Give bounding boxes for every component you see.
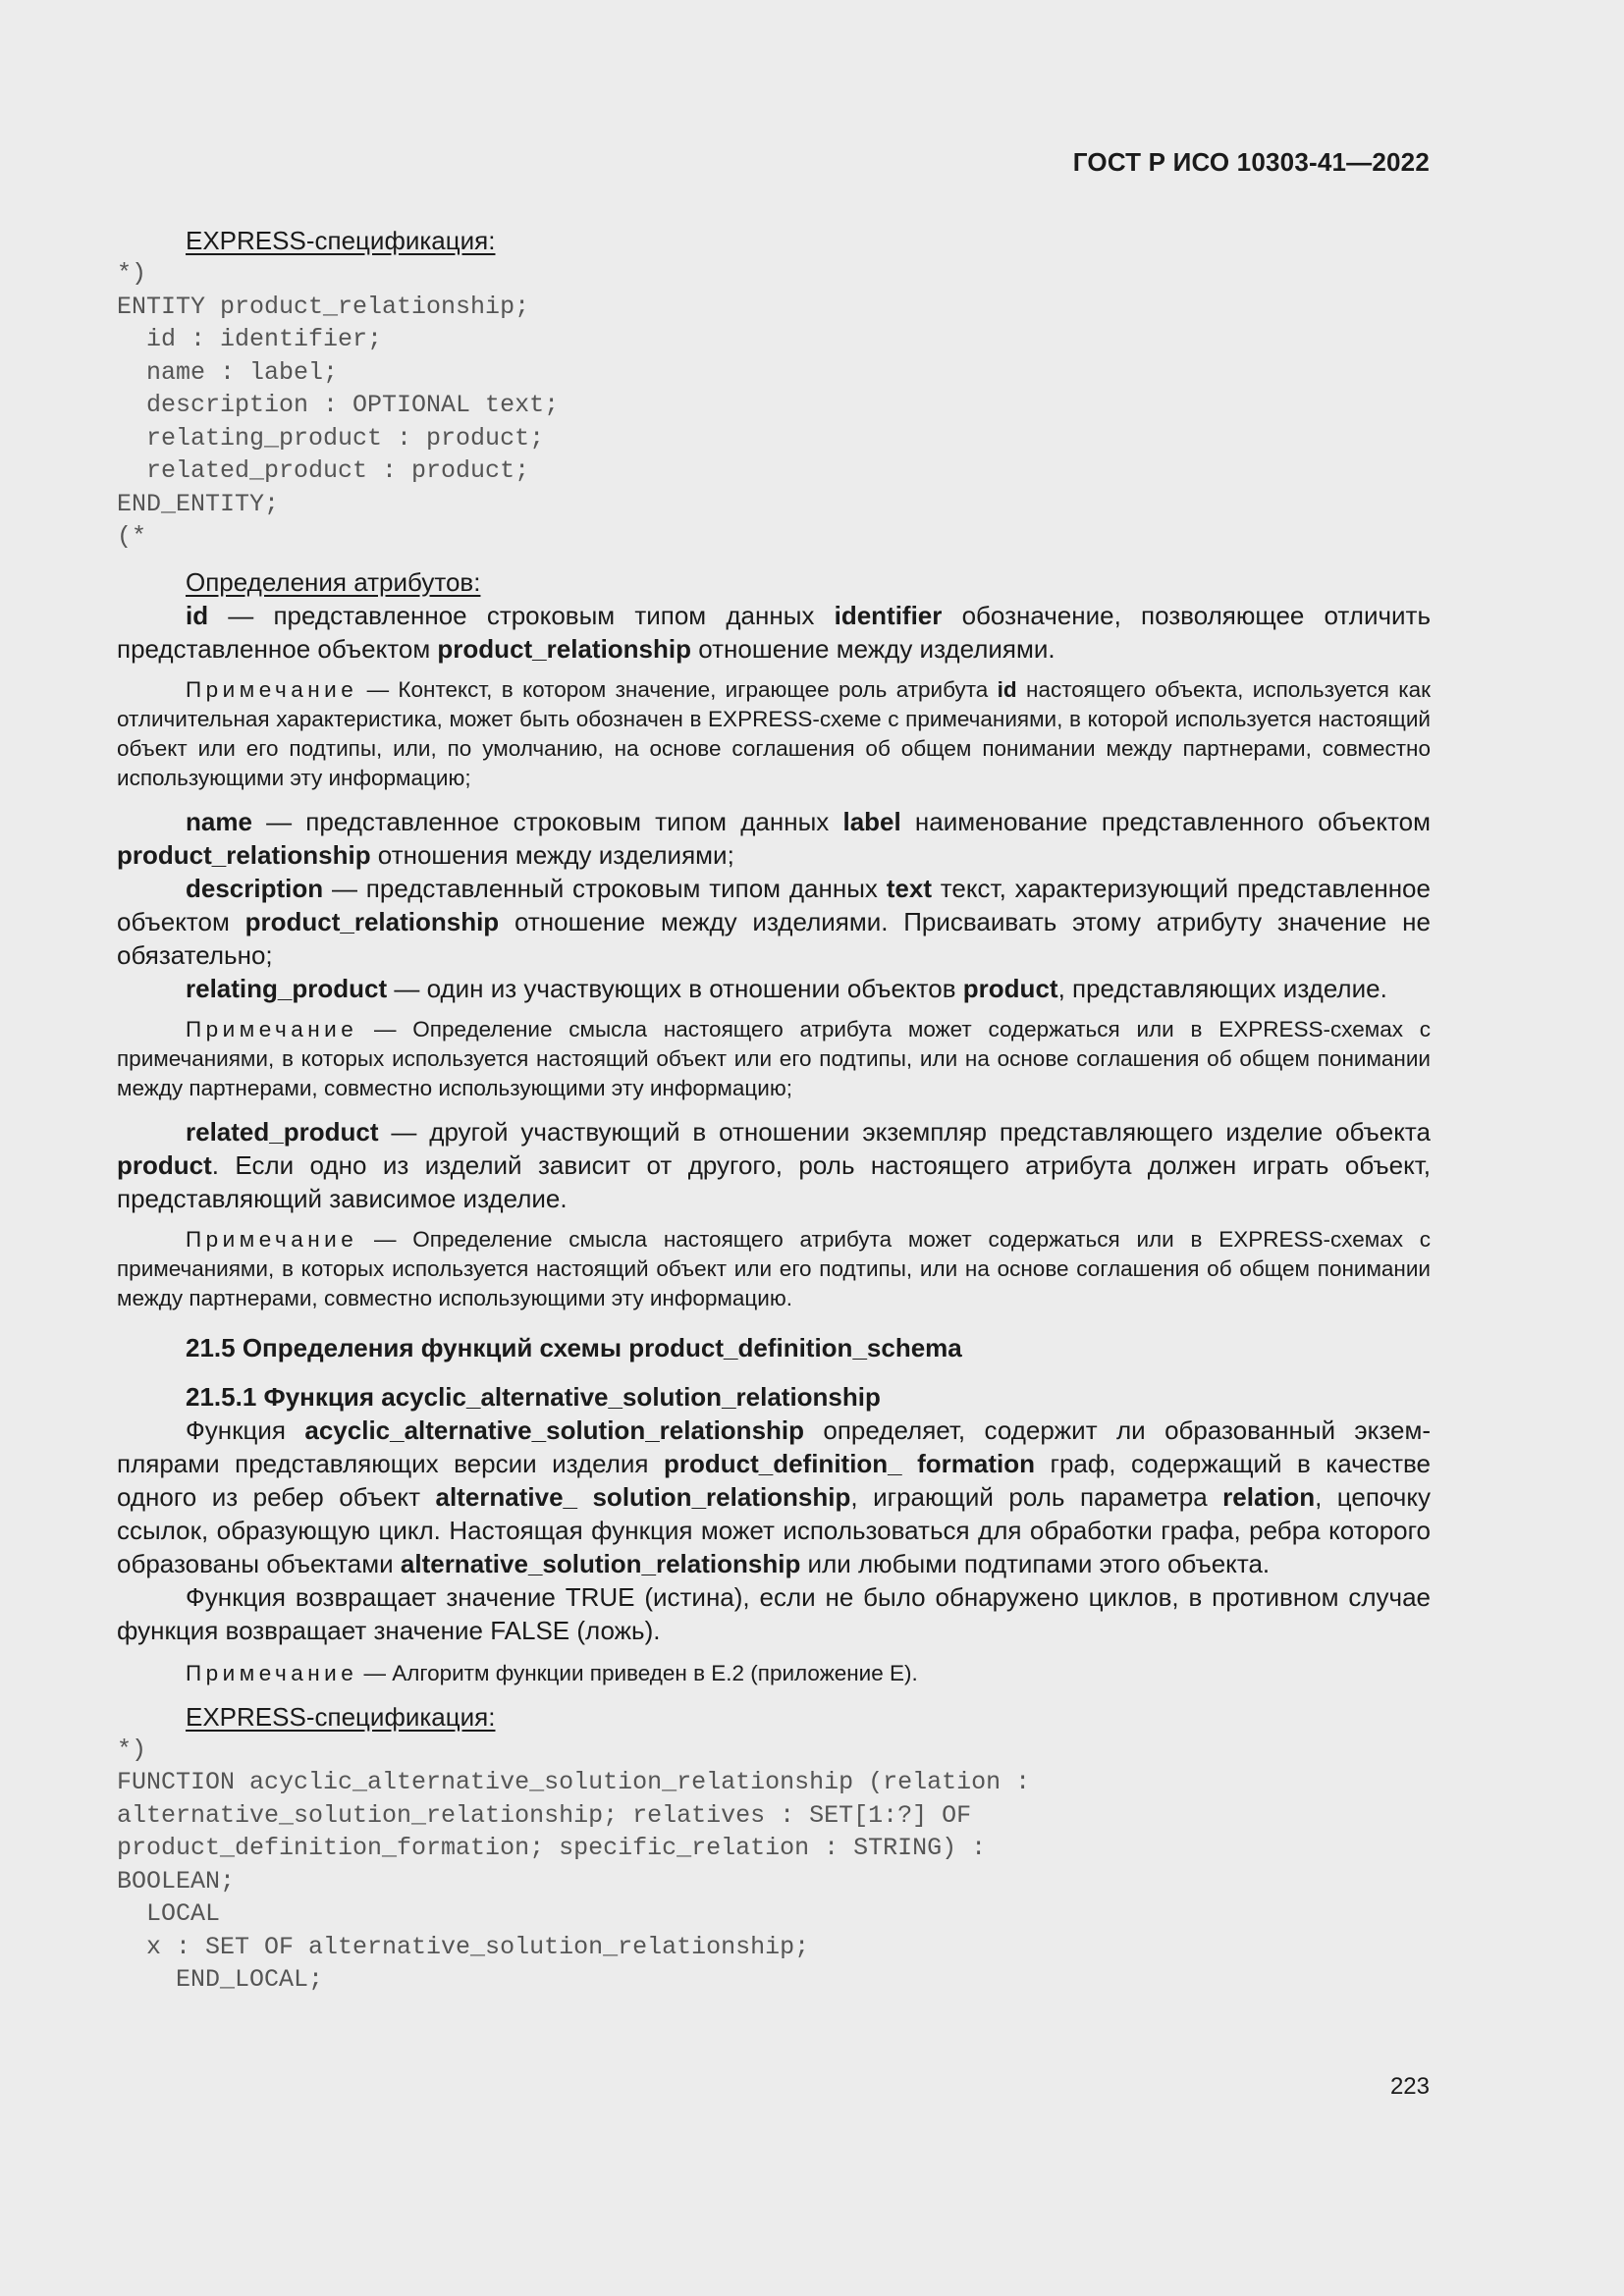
term-name: name xyxy=(186,806,252,836)
related-product-definition xyxy=(117,1115,1431,1215)
text: отношение между изделиями. Присваивать этому атрибуту значение не обязательно; xyxy=(117,906,1431,970)
express-spec-label-text: EXPRESS-спецификация: xyxy=(186,226,496,255)
function-description xyxy=(117,1414,1431,1580)
text: текст, характеризующий представленное объектом xyxy=(117,873,1431,936)
text: определяет, содержит ли образованный экземплярами представляющих версии изделия xyxy=(117,1415,1431,1478)
relating-product-definition xyxy=(117,972,1431,1005)
text: — один из участвующих в отношении объектов xyxy=(387,973,963,1003)
page-content xyxy=(117,224,1431,1997)
express-spec-label-text: EXPRESS-спецификация: xyxy=(186,1701,496,1732)
note-2 xyxy=(117,1015,1431,1103)
term-function-name: acyclic_alternative_solution_relationship xyxy=(304,1415,805,1445)
text: — Контекст, в котором значение, играющее роль атрибута xyxy=(357,676,998,702)
function-return-description: Функция возвращает значение TRUE (истина), если не было обнаружено циклов, в противном случае функция возвращает значение FALSE (ложь). xyxy=(117,1581,1431,1645)
text: Функция xyxy=(186,1415,305,1445)
id-definition xyxy=(117,599,1431,666)
text: граф, содержащий в качестве одного из ребер объект xyxy=(117,1448,1431,1512)
note-3 xyxy=(117,1225,1431,1313)
term-label: label xyxy=(842,806,901,836)
text: — Определение смысла настоящего атрибута может содержаться или в EXPRESS-схемах с примечаниями, в которых используется настоящий объект или его подтипы, или на основе соглашения об общем понимании между партнерами, совместно использующими эту информацию; xyxy=(117,1016,1431,1100)
note-4 xyxy=(117,1659,1431,1688)
note-label: Примечание xyxy=(186,1226,358,1252)
term-relation: relation xyxy=(1222,1481,1316,1512)
term-product-relationship: product_relationship xyxy=(437,633,691,664)
term-text: text xyxy=(886,873,932,903)
text: — представленный строковым типом данных xyxy=(323,873,887,903)
term-related-product: related_product xyxy=(186,1116,379,1147)
text: — Определение смысла настоящего атрибута может содержаться или в EXPRESS-схемах с примечаниями, в которых используется настоящий объект или его подтипы, или на основе соглашения об общем понимании между партнерами, совместно использующими эту информацию. xyxy=(117,1226,1431,1310)
name-definition xyxy=(117,805,1431,872)
term-identifier: identifier xyxy=(834,600,943,630)
text: — другой участвующий в отношении экземпляр представляющего изделие объекта xyxy=(378,1116,1431,1147)
text: — представленное строковым типом данных xyxy=(251,806,843,836)
text: , представляющих изделие. xyxy=(1057,973,1387,1003)
text: настоящего объекта, используется как отличительная характеристика, может быть обозначен в EXPRESS-схеме с примечаниями, в которой используется настоящий объект или его подтипы, или, по умолчанию, на основе соглашения об общем понимании между партнерами, совместно использующими эту информацию; xyxy=(117,676,1431,790)
note-label: Примечание xyxy=(186,676,358,702)
text: отношения между изделиями; xyxy=(370,839,734,870)
attribute-definitions-label xyxy=(117,565,1431,599)
function-code-block: *) FUNCTION acyclic_alternative_solution_relationship (relation : alternative_solution_relationship; relatives : SET[1:?] OF product_definition_formation; specific_relation : STRING) : BOOLEAN; LOCAL x : SET OF alternative_solution_relationship; END_LOCAL; xyxy=(117,1735,1031,1994)
term-product: product xyxy=(962,973,1058,1003)
document-header: ГОСТ Р ИСО 10303-41—2022 xyxy=(1072,147,1430,177)
express-spec-label xyxy=(117,224,1431,257)
note-label: Примечание xyxy=(186,1660,358,1685)
term-product-relationship: product_relationship xyxy=(244,906,500,936)
section-heading-21-5-1: 21.5.1 Функция acyclic_alternative_solution_relationship xyxy=(186,1381,881,1412)
term-id: id xyxy=(186,600,209,630)
attribute-definitions-label-text: Определения атрибутов: xyxy=(186,566,481,597)
term-alternative-solution-relationship: alternative_solution_relationship xyxy=(400,1548,801,1578)
term-description: description xyxy=(186,873,324,903)
note-1 xyxy=(117,675,1431,793)
text: отношение между изделиями. xyxy=(691,633,1056,664)
page-number: 223 xyxy=(1389,2073,1430,2100)
express-spec-label-2 xyxy=(117,1700,1431,1734)
term-alternative-solution-relationship: alternative_ solution_relationship xyxy=(435,1481,851,1512)
text: — Алгоритм функции приведен в E.2 (приложение E). xyxy=(357,1660,918,1685)
note-label: Примечание xyxy=(186,1016,358,1041)
description-definition xyxy=(117,872,1431,972)
text: или любыми подтипами этого объекта. xyxy=(800,1548,1271,1578)
term-relating-product: relating_product xyxy=(186,973,388,1003)
term-id: id xyxy=(997,676,1017,702)
text: , цепочку ссылок, образующую цикл. Настоящая функция может использоваться для обработки графа, ребра которого образованы объектами xyxy=(117,1481,1432,1578)
term-product: product xyxy=(117,1149,212,1180)
term-product-definition-formation: product_definition_ formation xyxy=(663,1448,1035,1478)
term-product-relationship: product_relationship xyxy=(117,839,371,870)
text: — представленное строковым типом данных xyxy=(208,600,835,630)
entity-code-block: *) ENTITY product_relationship; id : identifier; name : label; description : OPTIONAL text; relating_product : product; related_product : product; END_ENTITY; (* xyxy=(117,259,560,551)
text: наименование представленного объектом xyxy=(900,806,1432,836)
text: . Если одно из изделий зависит от другого, роль настоящего атрибута должен играть объект, представляющий зависимое изделие. xyxy=(117,1149,1431,1213)
text: обозначение, позволяющее отличить представленное объектом xyxy=(117,600,1431,664)
section-heading-21-5: 21.5 Определения функций схемы product_definition_schema xyxy=(186,1332,962,1362)
text: , играющий роль параметра xyxy=(850,1481,1223,1512)
